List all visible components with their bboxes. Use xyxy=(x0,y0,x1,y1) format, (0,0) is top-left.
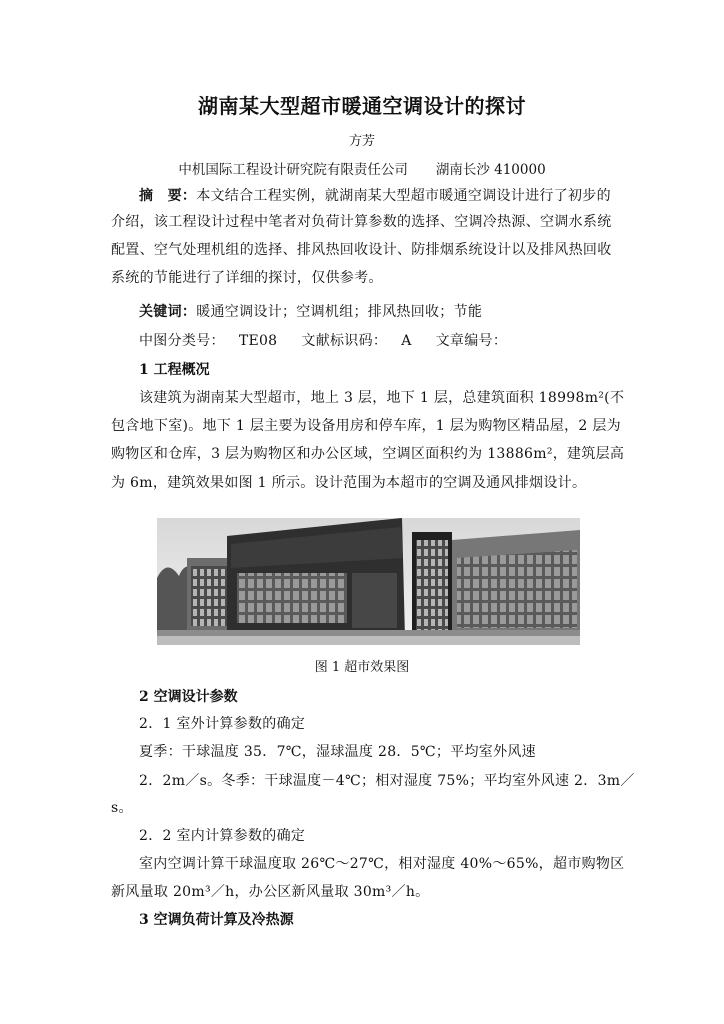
section-1-line: 为 6m，建筑效果如图 1 所示。设计范围为本超市的空调及通风排烟设计。 xyxy=(111,475,587,491)
section-1-line: 该建筑为湖南某大型超市，地上 3 层，地下 1 层，总建筑面积 18998m²(不 xyxy=(139,390,625,406)
section-2-line: 新风量取 20m³／h，办公区新风量取 30m³／h。 xyxy=(111,884,430,900)
section-2-line: 2．2m／s。冬季：干球温度－4℃；相对湿度 75%；平均室外风速 2．3m／ xyxy=(139,773,635,789)
article-number-label: 文章编号： xyxy=(435,333,508,349)
affiliation-org: 中机国际工程设计研究院有限责任公司 xyxy=(178,162,408,178)
section-1-heading: 1 工程概况 xyxy=(139,362,210,378)
classification-line xyxy=(139,330,507,350)
section-2-heading: 2 空调设计参数 xyxy=(139,689,238,705)
clc-value: TE08 xyxy=(238,333,278,349)
abstract-line xyxy=(139,185,611,205)
paper-title: 湖南某大型超市暖通空调设计的探讨 xyxy=(198,94,526,118)
author-name: 方芳 xyxy=(348,134,375,149)
section-3-heading: 3 空调负荷计算及冷热源 xyxy=(139,912,294,928)
section-2-line: 夏季：干球温度 35．7℃，湿球温度 28．5℃；平均室外风速 xyxy=(139,744,536,760)
affiliation xyxy=(0,158,724,178)
section-1-line: 包含地下室)。地下 1 层主要为设备用房和停车库，1 层为购物区精品屋，2 层为 xyxy=(111,418,621,434)
abstract-text: 本文结合工程实例，就湖南某大型超市暖通空调设计进行了初步的 xyxy=(196,188,611,204)
keywords-label: 关键词： xyxy=(139,304,197,320)
affiliation-location: 湖南长沙 410000 xyxy=(435,162,546,178)
abstract-label: 摘 要： xyxy=(139,188,197,204)
doc-code-value: A xyxy=(401,333,412,349)
abstract-line: 系统的节能进行了详细的探讨，仅供参考。 xyxy=(111,270,383,286)
keywords-text: 暖通空调设计；空调机组；排风热回收；节能 xyxy=(196,304,483,320)
building-photo xyxy=(157,518,580,645)
section-2-line: s。 xyxy=(111,800,133,816)
figure-1-caption: 图 1 超市效果图 xyxy=(314,660,410,675)
doc-code-label: 文献标识码： xyxy=(301,333,388,349)
section-2-line: 室内空调计算干球温度取 26℃～27℃，相对湿度 40%～65%，超市购物区 xyxy=(139,856,625,872)
subsection-2-2-heading: 2．2 室内计算参数的确定 xyxy=(139,828,306,844)
keywords-line xyxy=(139,301,482,321)
subsection-2-1-heading: 2．1 室外计算参数的确定 xyxy=(139,716,306,732)
section-1-line: 购物区和仓库，3 层为购物区和办公区域，空调区面积约为 13886m²，建筑层高 xyxy=(111,446,625,462)
abstract-line: 配置、空气处理机组的选择、排风热回收设计、防排烟系统设计以及排风热回收 xyxy=(111,242,612,258)
abstract-line: 介绍，该工程设计过程中笔者对负荷计算参数的选择、空调冷热源、空调水系统 xyxy=(111,214,612,230)
clc-label: 中图分类号： xyxy=(139,333,225,349)
